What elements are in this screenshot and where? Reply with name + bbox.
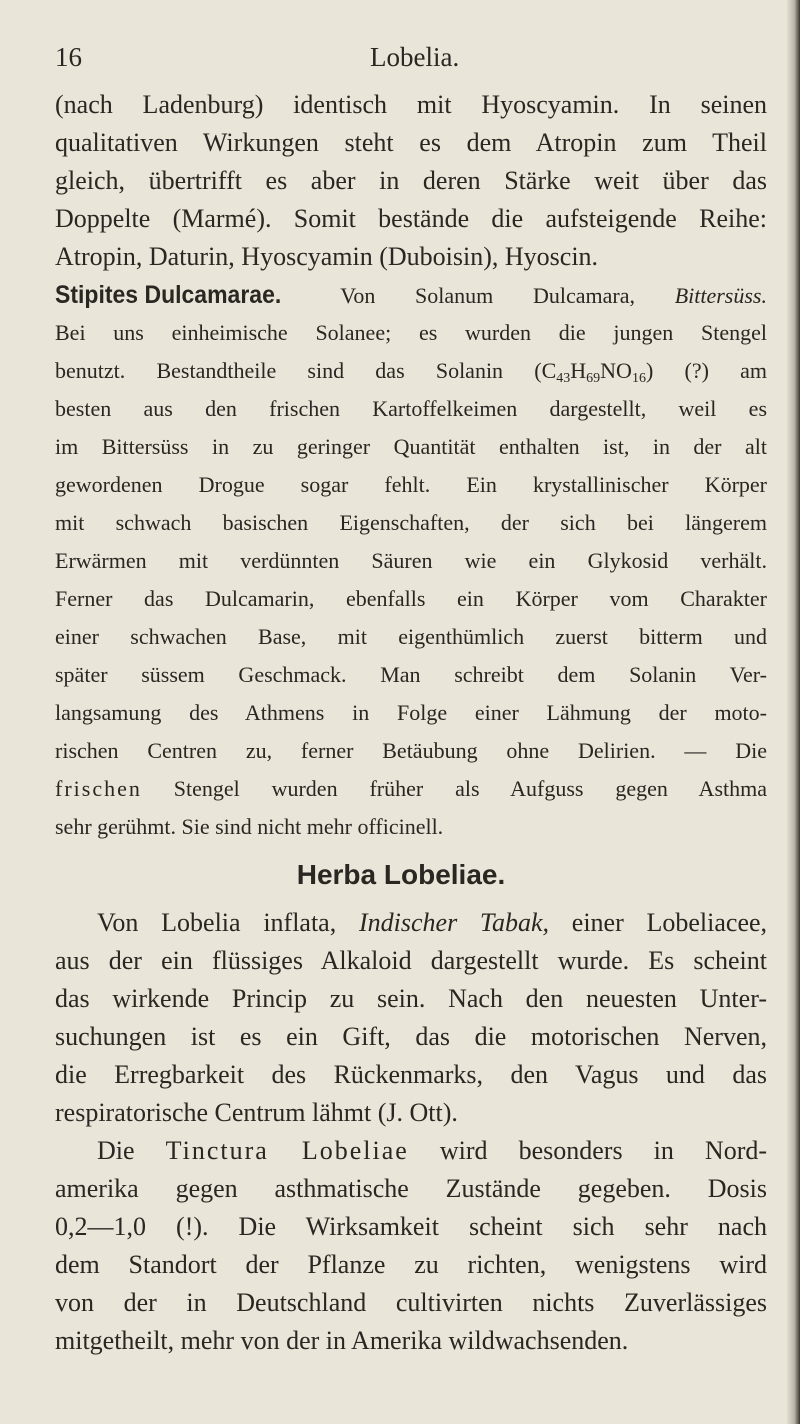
section-title-stipites: Stipites Dulcamarae. xyxy=(55,281,282,309)
text-line: Bei uns einheimische Solanee; es wurden die jungen Stengel xyxy=(55,320,767,345)
stipites-common-name: Bittersüss. xyxy=(674,283,767,308)
text-line: dem Standort der Pflanze zu richten, wenigstens wird xyxy=(55,1250,767,1279)
text-line: das wirkende Princip zu sein. Nach den neuesten Unter- xyxy=(55,984,767,1013)
tinctura-post: wird besonders in Nord- xyxy=(439,1136,768,1165)
frischen-rest: Stengel wurden früher als Aufguss gegen Asthma xyxy=(173,776,767,801)
herba-common-name: Indischer Tabak, xyxy=(358,908,550,937)
text-line: Erwärmen mit verdünnten Säuren wie ein Glykosid verhält. xyxy=(55,548,767,573)
stipites-first-line xyxy=(55,276,767,314)
formula-sub-o: 16 xyxy=(631,371,646,386)
stipites-source: Von Solanum Dulcamara, xyxy=(340,283,635,308)
text-line: rischen Centren zu, ferner Betäubung ohne Delirien. — Die xyxy=(55,738,767,763)
text-line: gewordenen Drogue sogar fehlt. Ein krystallinischer Körper xyxy=(55,472,767,497)
text-line: gleich, übertrifft es aber in deren Stärke weit über das xyxy=(55,166,767,195)
formula-sub-c: 43 xyxy=(556,371,571,386)
text-line: Ferner das Dulcamarin, ebenfalls ein Körper vom Charakter xyxy=(55,586,767,611)
text-line: aus der ein flüssiges Alkaloid dargestellt wurde. Es scheint xyxy=(55,946,767,975)
formula-line xyxy=(55,352,767,390)
text-line: später süssem Geschmack. Man schreibt dem Solanin Ver- xyxy=(55,662,767,687)
formula-post: ) (?) am xyxy=(645,358,767,383)
tinctura-name: Tinctura Lobeliae xyxy=(165,1136,409,1165)
formula-sub-h: 69 xyxy=(586,371,601,386)
text-line: 0,2—1,0 (!). Die Wirksamkeit scheint sich sehr nach xyxy=(55,1212,767,1241)
text-line: mitgetheilt, mehr von der in Amerika wildwachsenden. xyxy=(55,1326,629,1355)
text-line: amerika gegen asthmatische Zustände gegeben. Dosis xyxy=(55,1174,767,1203)
formula-no: NO xyxy=(600,358,632,383)
text-block xyxy=(55,86,767,1360)
page-number: 16 xyxy=(55,42,82,72)
spaced-word: frischen xyxy=(55,776,142,801)
text-line: die Erregbarkeit des Rückenmarks, den Vagus und das xyxy=(55,1060,767,1089)
text-line: Atropin, Daturin, Hyoscyamin (Duboisin), Hyoscin. xyxy=(55,242,599,271)
text-line: respiratorische Centrum lähmt (J. Ott). xyxy=(55,1098,458,1127)
text-line: mit schwach basischen Eigenschaften, der sich bei längerem xyxy=(55,510,767,535)
tinctura-pre: Die xyxy=(97,1136,135,1165)
text-line: Doppelte (Marmé). Somit bestände die aufsteigende Reihe: xyxy=(55,204,767,233)
formula-pre: benutzt. Bestandtheile sind das Solanin (C xyxy=(55,358,557,383)
text-line: besten aus den frischen Kartoffelkeimen dargestellt, weil es xyxy=(55,396,767,421)
frischen-line xyxy=(55,770,767,808)
herba-source: Von Lobelia inflata, xyxy=(97,908,337,937)
formula-h: H xyxy=(570,358,587,383)
text-line: langsamung des Athmens in Folge einer Lähmung der moto- xyxy=(55,700,767,725)
herba-first-line xyxy=(55,904,767,942)
tinctura-line xyxy=(55,1132,767,1170)
text-line: im Bittersüss in zu geringer Quantität enthalten ist, in der alt xyxy=(55,434,767,459)
text-line: sehr gerühmt. Sie sind nicht mehr officinell. xyxy=(55,814,444,839)
text-line: einer schwachen Base, mit eigenthümlich zuerst bitterm und xyxy=(55,624,767,649)
section-heading-herba: Herba Lobeliae. xyxy=(296,859,506,890)
herba-family: einer Lobeliacee, xyxy=(571,908,768,937)
text-line: suchungen ist es ein Gift, das die motorischen Nerven, xyxy=(55,1022,767,1051)
running-title: Lobelia. xyxy=(370,42,460,72)
text-line: (nach Ladenburg) identisch mit Hyoscyamin. In seinen xyxy=(55,90,767,119)
page-edge-shadow xyxy=(786,0,800,1424)
text-line: von der in Deutschland cultivirten nichts Zuverlässiges xyxy=(55,1288,767,1317)
running-head xyxy=(0,42,800,82)
text-line: qualitativen Wirkungen steht es dem Atropin zum Theil xyxy=(55,128,767,157)
